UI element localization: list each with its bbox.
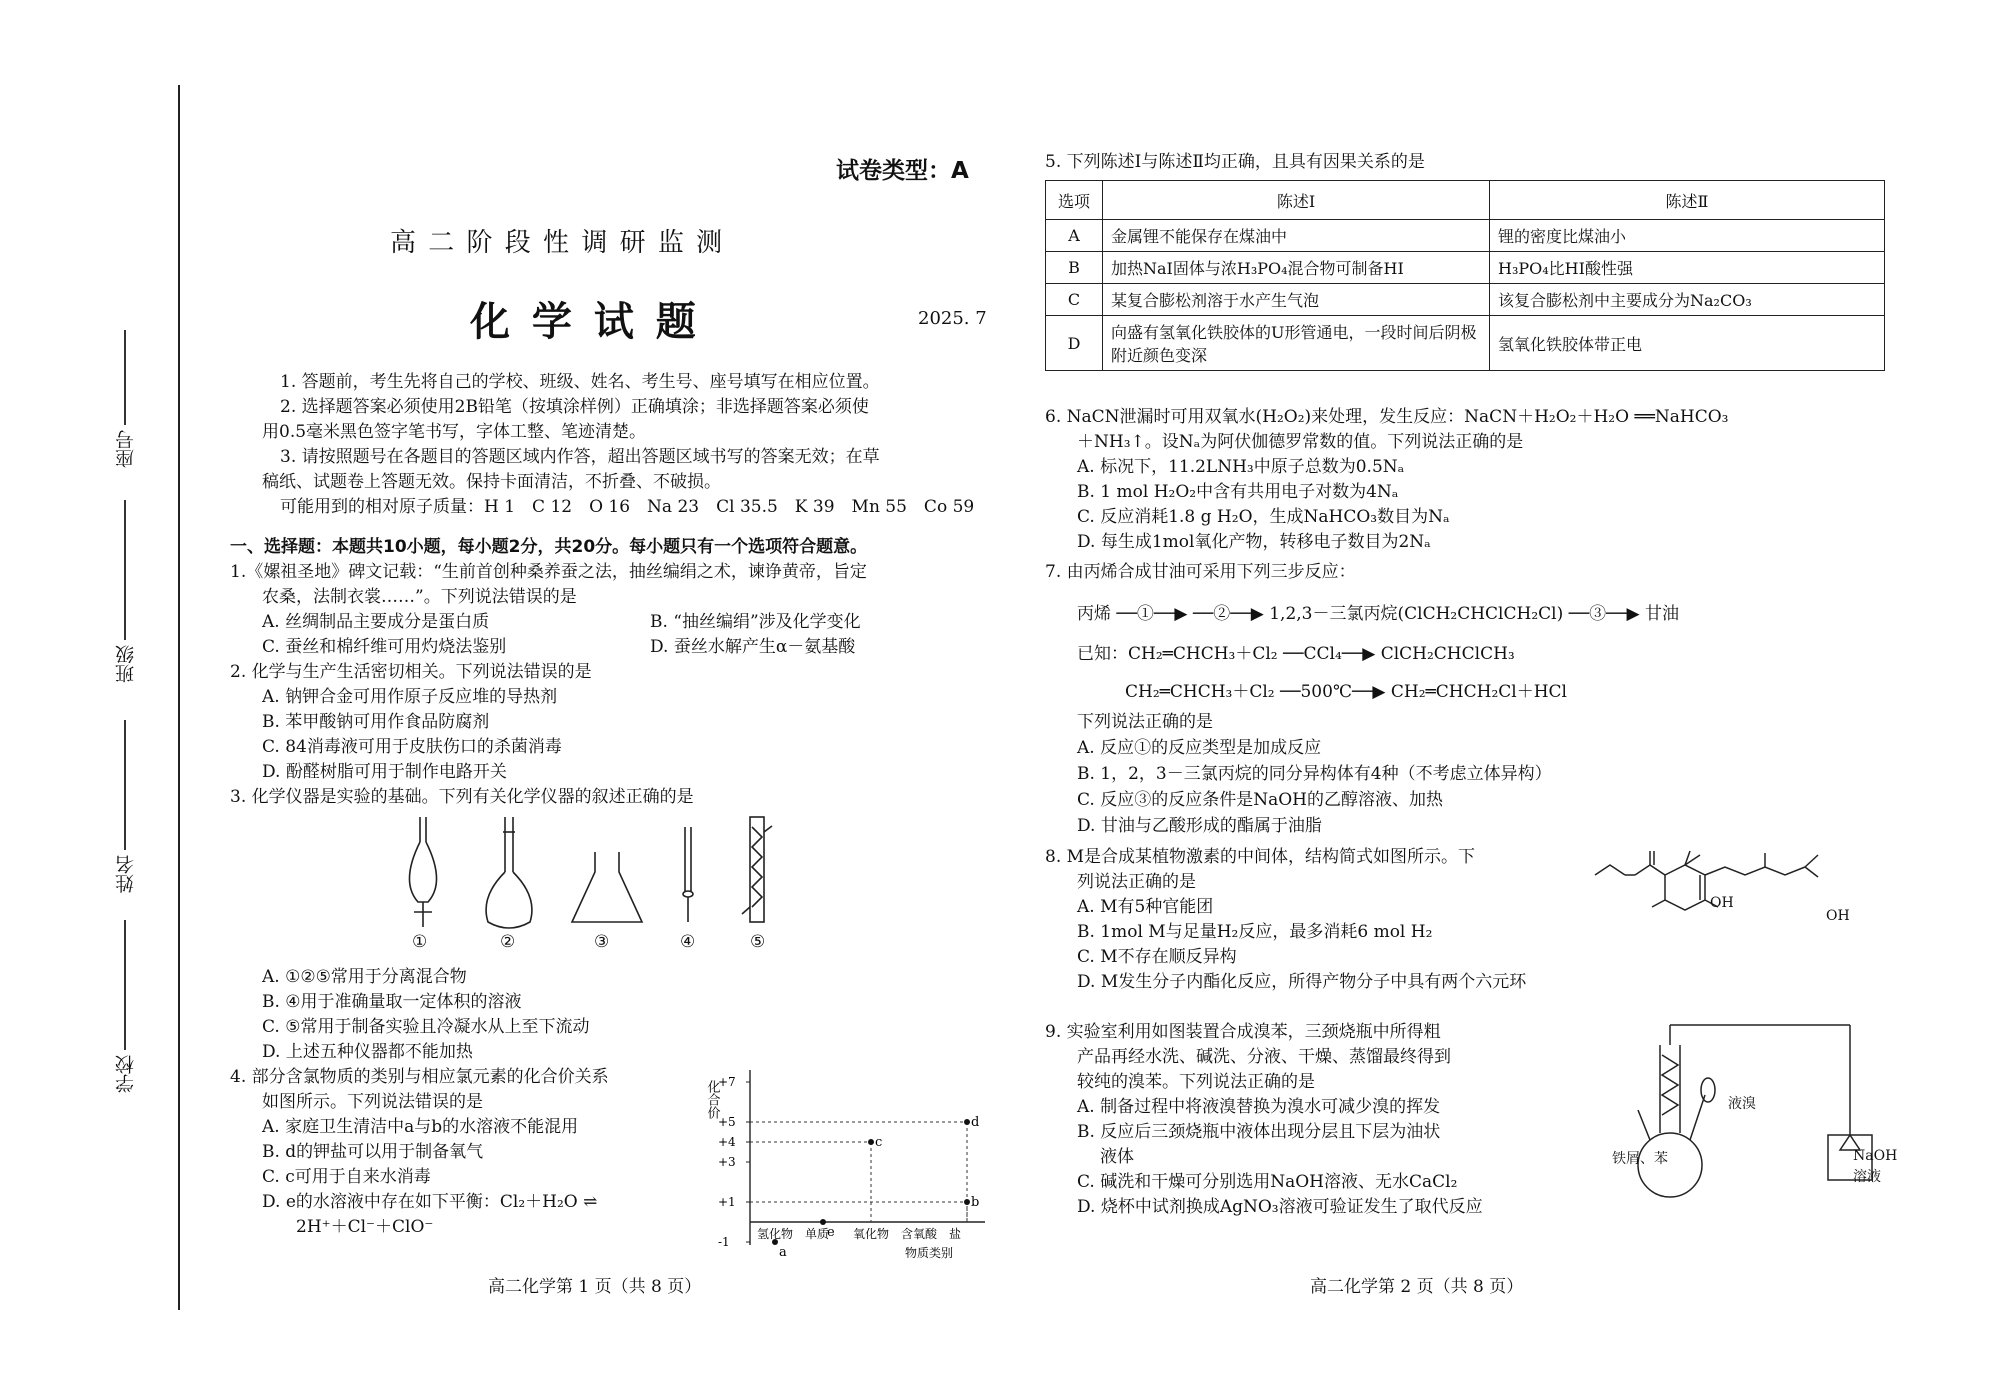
q6-stem-2: ＋NH₃↑。设Nₐ为阿伏伽德罗常数的值。下列说法正确的是 <box>1077 432 1524 452</box>
x-tick-label: 氢化物 <box>757 1227 794 1241</box>
point-label: a <box>779 1245 787 1260</box>
chart-xlabel: 物质类别 <box>905 1246 954 1260</box>
q1-option-c: C. 蚕丝和棉纤维可用灼烧法鉴别 <box>262 637 507 657</box>
q4-stem-2: 如图所示。下列说法错误的是 <box>262 1092 483 1112</box>
table-row <box>1046 316 1885 371</box>
q9-stem-3: 较纯的溴苯。下列说法正确的是 <box>1077 1072 1315 1092</box>
seat-underline <box>124 330 126 425</box>
section-heading: 一、选择题：本题共10小题，每小题2分，共20分。每小题只有一个选项符合题意。 <box>230 537 868 557</box>
y-tick-label: +4 <box>718 1135 736 1149</box>
table-cell: 金属锂不能保存在煤油中 <box>1103 220 1490 252</box>
data-point <box>820 1219 826 1225</box>
q5-stem: 5. 下列陈述Ⅰ与陈述Ⅱ均正确，且具有因果关系的是 <box>1045 152 1425 172</box>
q7-known-2: CH₂═CHCH₃＋Cl₂ ──500℃──▶ CH₂═CHCH₂Cl＋HCl <box>1125 682 1567 702</box>
q7-route: 丙烯 ──①──▶ ──②──▶ 1,2,3－三氯丙烷(ClCH₂CHClCH₂Cl) ──③──▶ 甘油 <box>1077 604 1680 624</box>
x-tick-label: 氧化物 <box>853 1227 890 1241</box>
q7-option-d: D. 甘油与乙酸形成的酯属于油脂 <box>1077 816 1322 836</box>
apparatus-label-5: ⑤ <box>750 932 766 952</box>
apparatus-label-4: ④ <box>680 932 696 952</box>
conical-flask <box>572 852 642 922</box>
name-label: 姓名 <box>115 855 137 893</box>
instruction-1: 1. 答题前，考生先将自己的学校、班级、姓名、考生号、座号填写在相应位置。 <box>280 372 880 392</box>
table-cell: A <box>1046 220 1103 252</box>
q4-option-d: D. e的水溶液中存在如下平衡：Cl₂＋H₂O ⇌ <box>262 1192 598 1212</box>
q6-stem-1: 6. NaCN泄漏时可用双氧水(H₂O₂)来处理，发生反应：NaCN＋H₂O₂＋H₂O ══NaHCO₃ <box>1045 407 1729 427</box>
data-point <box>868 1139 874 1145</box>
table-cell: 锂的密度比煤油小 <box>1490 220 1885 252</box>
q4-option-a: A. 家庭卫生清洁中a与b的水溶液不能混用 <box>262 1117 579 1137</box>
q3-stem: 3. 化学仪器是实验的基础。下列有关化学仪器的叙述正确的是 <box>230 787 694 807</box>
paper-type: 试卷类型：A <box>836 158 969 184</box>
table-cell: 向盛有氢氧化铁胶体的U形管通电，一段时间后阴极附近颜色变深 <box>1103 316 1490 371</box>
table-cell: 某复合膨松剂溶于水产生气泡 <box>1103 284 1490 316</box>
q7-known-1: 已知：CH₂═CHCH₃＋Cl₂ ──CCl₄──▶ ClCH₂CHClCH₃ <box>1077 644 1515 664</box>
point-label: d <box>971 1115 980 1130</box>
q4-option-d-cont: 2H⁺＋Cl⁻＋ClO⁻ <box>296 1217 434 1237</box>
x-tick-label: 单质 <box>805 1227 830 1241</box>
table-cell: D <box>1046 316 1103 371</box>
q6-option-d: D. 每生成1mol氧化产物，转移电子数目为2Nₐ <box>1077 532 1431 552</box>
structure-oh-2: OH <box>1826 908 1850 924</box>
data-point <box>964 1199 970 1205</box>
instruction-3: 3. 请按照题号在各题目的答题区域内作答，超出答题区域书写的答案无效；在草 <box>280 447 880 467</box>
point-label: b <box>971 1195 980 1210</box>
q2-option-b: B. 苯甲酸钠可用作食品防腐剂 <box>262 712 490 732</box>
q1-stem-2: 农桑，法制衣裳……”。下列说法错误的是 <box>262 587 577 607</box>
y-tick-label: +7 <box>718 1075 736 1089</box>
class-label: 班级 <box>115 645 137 683</box>
q1-option-b: B. “抽丝编绢”涉及化学变化 <box>650 612 861 632</box>
lab-apparatus-figure <box>380 812 850 942</box>
q8-option-c: C. M不存在顺反异构 <box>1077 947 1237 967</box>
structure-oh-1: OH <box>1710 895 1734 911</box>
q4-stem-1: 4. 部分含氯物质的类别与相应氯元素的化合价关系 <box>230 1067 609 1087</box>
exam-title: 化 学 试 题 <box>470 299 700 345</box>
q2-stem: 2. 化学与生产生活密切相关。下列说法错误的是 <box>230 662 592 682</box>
q7-option-a: A. 反应①的反应类型是加成反应 <box>1077 738 1322 758</box>
school-underline <box>124 920 126 1050</box>
table-cell: 该复合膨松剂中主要成分为Na₂CO₃ <box>1490 284 1885 316</box>
q7-ask: 下列说法正确的是 <box>1077 712 1213 732</box>
school-label: 学校 <box>115 1055 137 1093</box>
q9-option-d: D. 烧杯中试剂换成AgNO₃溶液可验证发生了取代反应 <box>1077 1197 1483 1217</box>
table-header-row <box>1046 181 1885 220</box>
exam-date: 2025. 7 <box>918 308 987 329</box>
data-point <box>964 1119 970 1125</box>
seat-label: 座号 <box>115 430 137 468</box>
q8-option-a: A. M有5种官能团 <box>1077 897 1214 917</box>
exam-subtitle: 高 二 阶 段 性 调 研 监 测 <box>390 228 725 258</box>
instruction-2b: 用0.5毫米黑色签字笔书写，字体工整、笔迹清楚。 <box>262 422 647 442</box>
q6-option-b: B. 1 mol H₂O₂中含有共用电子对数为4Nₐ <box>1077 482 1399 502</box>
table-row <box>1046 284 1885 316</box>
x-tick-label: 含氧酸 <box>901 1227 938 1241</box>
q9-stem-2: 产品再经水洗、碱洗、分液、干燥、蒸馏最终得到 <box>1077 1047 1451 1067</box>
q9-option-b: B. 反应后三颈烧瓶中液体出现分层且下层为油状 <box>1077 1122 1441 1142</box>
q7-option-b: B. 1，2，3－三氯丙烷的同分异构体有4种（不考虑立体异构） <box>1077 764 1552 784</box>
binding-line <box>178 85 180 1310</box>
instruction-2: 2. 选择题答案必须使用2B铅笔（按填涂样例）正确填涂；非选择题答案必须使 <box>280 397 869 417</box>
q1-stem-1: 1.《嫘祖圣地》碑文记载：“生前首创种桑养蚕之法，抽丝编绢之术，谏诤黄帝，旨定 <box>230 562 867 582</box>
apparatus-label-2: ② <box>500 932 516 952</box>
table-header: 陈述Ⅱ <box>1490 181 1885 220</box>
condenser <box>742 817 772 922</box>
q9-stem-1: 9. 实验室利用如图装置合成溴苯，三颈烧瓶中所得粗 <box>1045 1022 1441 1042</box>
q9-option-c: C. 碱洗和干燥可分别选用NaOH溶液、无水CaCl₂ <box>1077 1172 1458 1192</box>
footer-page-2: 高二化学第 2 页（共 8 页） <box>1310 1277 1524 1297</box>
q3-option-b: B. ④用于准确量取一定体积的溶液 <box>262 992 522 1012</box>
y-tick-label: +1 <box>718 1195 736 1209</box>
q7-option-c: C. 反应③的反应条件是NaOH的乙醇溶液、加热 <box>1077 790 1443 810</box>
q2-option-d: D. 酚醛树脂可用于制作电路开关 <box>262 762 507 782</box>
y-tick-label: +5 <box>718 1115 736 1129</box>
table-cell: 加热NaI固体与浓H₃PO₄混合物可制备HI <box>1103 252 1490 284</box>
q7-stem: 7. 由丙烯合成甘油可采用下列三步反应： <box>1045 562 1356 582</box>
q8-stem-1: 8. M是合成某植物激素的中间体，结构简式如图所示。下 <box>1045 847 1476 867</box>
burette <box>683 827 693 922</box>
volumetric-flask <box>486 817 532 928</box>
instruction-3b: 稿纸、试题卷上答题无效。保持卡面清洁，不折叠、不破损。 <box>262 472 721 492</box>
atomic-masses: 可能用到的相对原子质量：H 1 C 12 O 16 Na 23 Cl 35.5 K 39 Mn 55 Co 59 <box>280 497 975 517</box>
q5-table <box>1045 180 1885 371</box>
q3-option-d: D. 上述五种仪器都不能加热 <box>262 1042 473 1062</box>
table-cell: 氢氧化铁胶体带正电 <box>1490 316 1885 371</box>
label-solution: 溶液 <box>1853 1169 1881 1185</box>
q1-option-a: A. 丝绸制品主要成分是蛋白质 <box>262 612 490 632</box>
apparatus-label-1: ① <box>412 932 428 952</box>
chlorine-valence-chart <box>700 1060 1000 1260</box>
q9-option-b-cont: 液体 <box>1100 1147 1134 1167</box>
label-naoh: NaOH <box>1853 1148 1898 1164</box>
separatory-funnel <box>409 817 436 927</box>
table-cell: C <box>1046 284 1103 316</box>
table-header: 陈述Ⅰ <box>1103 181 1490 220</box>
y-tick-label: +3 <box>718 1155 736 1169</box>
q8-option-d: D. M发生分子内酯化反应，所得产物分子中具有两个六元环 <box>1077 972 1527 992</box>
label-iron-benzene: 铁屑、苯 <box>1612 1151 1668 1167</box>
q2-option-c: C. 84消毒液可用于皮肤伤口的杀菌消毒 <box>262 737 562 757</box>
point-label: c <box>875 1135 883 1150</box>
q4-option-c: C. c可用于自来水消毒 <box>262 1167 431 1187</box>
x-tick-label: 盐 <box>949 1227 962 1241</box>
q3-option-c: C. ⑤常用于制备实验且冷凝水从上至下流动 <box>262 1017 590 1037</box>
q1-option-d: D. 蚕丝水解产生α－氨基酸 <box>650 637 856 657</box>
q3-option-a: A. ①②⑤常用于分离混合物 <box>262 967 467 987</box>
name-underline <box>124 720 126 850</box>
class-underline <box>124 500 126 640</box>
y-tick-label: -1 <box>718 1235 730 1249</box>
table-cell: H₃PO₄比HI酸性强 <box>1490 252 1885 284</box>
table-cell: B <box>1046 252 1103 284</box>
table-row <box>1046 252 1885 284</box>
footer-page-1: 高二化学第 1 页（共 8 页） <box>488 1277 702 1297</box>
q4-option-b: B. d的钾盐可以用于制备氧气 <box>262 1142 484 1162</box>
q9-option-a: A. 制备过程中将液溴替换为溴水可减少溴的挥发 <box>1077 1097 1441 1117</box>
point-label: e <box>827 1225 835 1240</box>
q2-option-a: A. 钠钾合金可用作原子反应堆的导热剂 <box>262 687 558 707</box>
table-header: 选项 <box>1046 181 1103 220</box>
q6-option-c: C. 反应消耗1.8 g H₂O，生成NaHCO₃数目为Nₐ <box>1077 507 1450 527</box>
chart-ylabel: 化合价 <box>704 1080 720 1119</box>
label-liquid-bromine: 液溴 <box>1728 1096 1756 1112</box>
q8-option-b: B. 1mol M与足量H₂反应，最多消耗6 mol H₂ <box>1077 922 1433 942</box>
q8-stem-2: 列说法正确的是 <box>1077 872 1196 892</box>
q6-option-a: A. 标况下，11.2LNH₃中原子总数为0.5Nₐ <box>1077 457 1405 477</box>
table-row <box>1046 220 1885 252</box>
apparatus-label-3: ③ <box>594 932 610 952</box>
